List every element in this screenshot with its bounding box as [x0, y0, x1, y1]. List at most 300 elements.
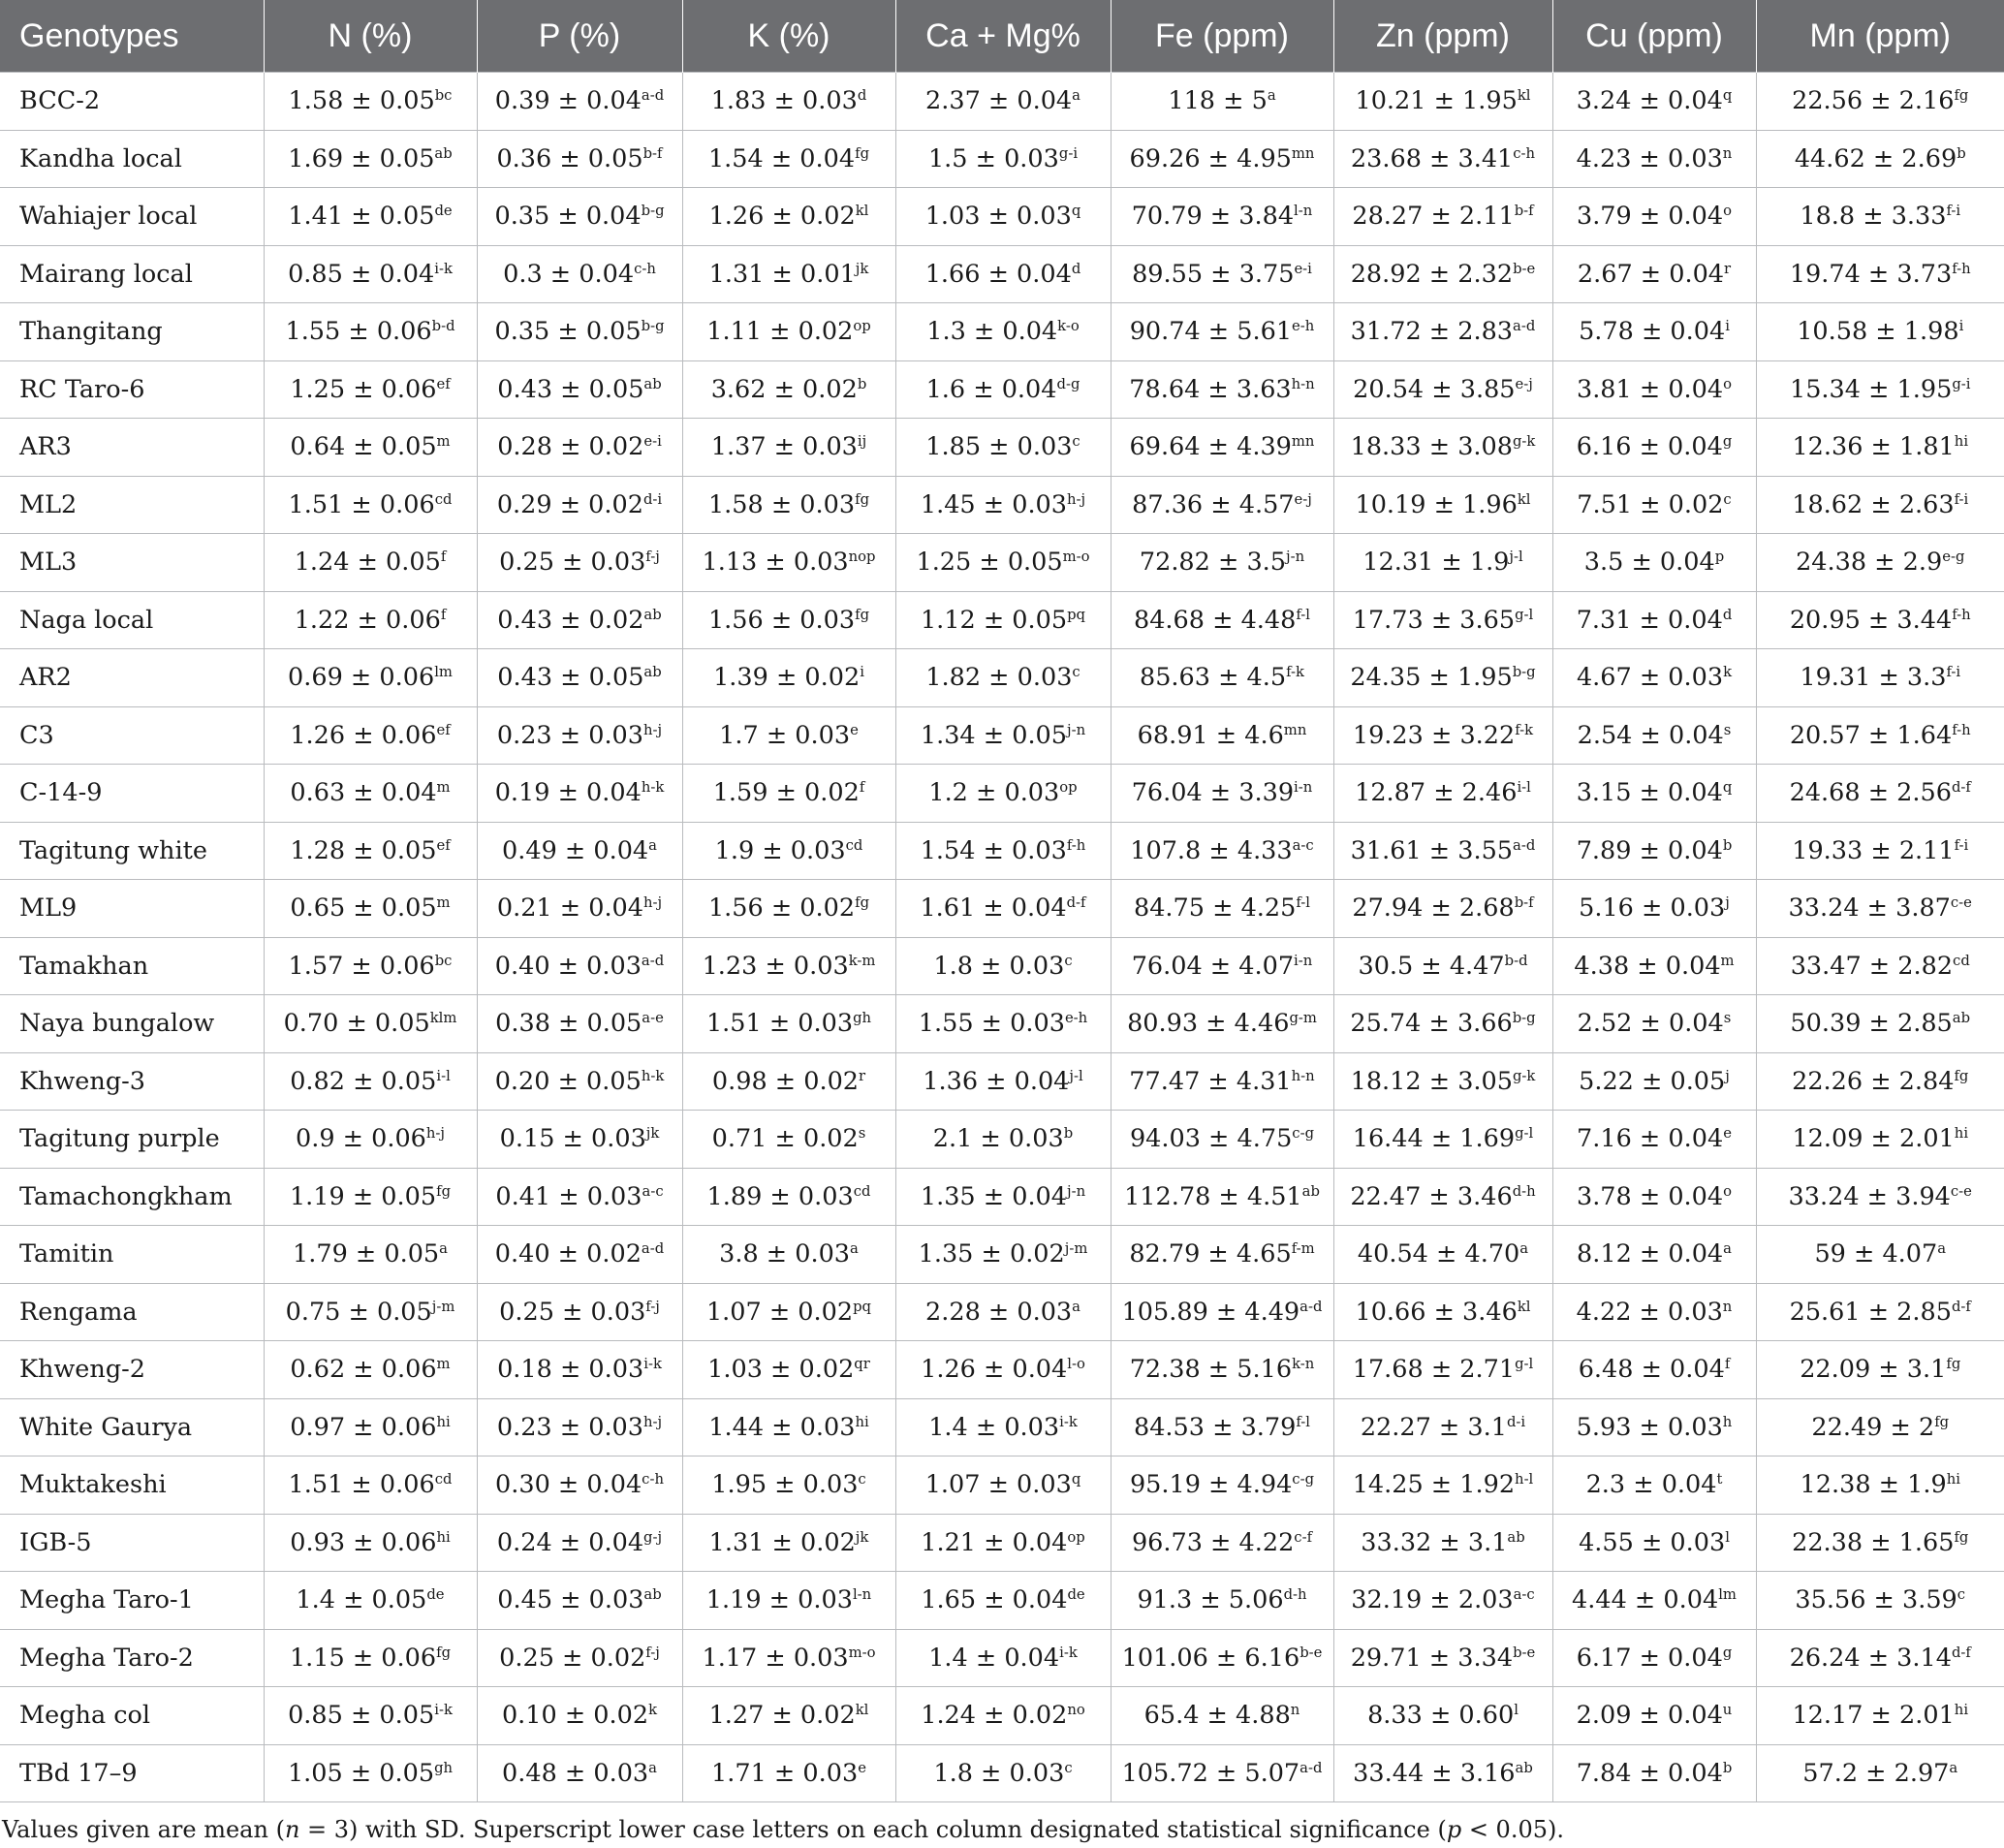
table-row: [0, 995, 2004, 1053]
significance-letters: c-h: [634, 260, 656, 277]
mean-sd-value: 0.30 ± 0.04: [495, 1470, 642, 1500]
value-cell: [264, 1341, 477, 1399]
genotype-cell: Wahiajer local: [0, 188, 264, 246]
table-row: [0, 1687, 2004, 1745]
mean-sd-value: 10.19 ± 1.96: [1355, 489, 1518, 519]
significance-letters: g-l: [1515, 1356, 1534, 1373]
value-cell: [1756, 1052, 2004, 1111]
value-cell: [1111, 534, 1333, 592]
significance-letters: j-l: [1509, 548, 1523, 566]
value-cell: [264, 1052, 477, 1111]
mean-sd-value: 22.27 ± 3.1: [1360, 1412, 1507, 1442]
mean-sd-value: 0.35 ± 0.05: [494, 317, 642, 347]
mean-sd-value: 25.74 ± 3.66: [1350, 1009, 1513, 1039]
value-cell: [264, 1744, 477, 1802]
significance-letters: a-c: [642, 1182, 664, 1200]
mean-sd-value: 12.87 ± 2.46: [1355, 778, 1518, 808]
mean-sd-value: 1.26 ± 0.06: [290, 720, 437, 750]
genotype-cell: White Gaurya: [0, 1398, 264, 1456]
mean-sd-value: 1.8 ± 0.03: [933, 951, 1065, 981]
mean-sd-value: 0.38 ± 0.05: [495, 1009, 642, 1039]
significance-letters: p: [1714, 548, 1725, 566]
value-cell: [1756, 1398, 2004, 1456]
significance-letters: a-d: [1299, 1759, 1323, 1776]
mean-sd-value: 95.19 ± 4.94: [1129, 1470, 1293, 1500]
value-cell: [1552, 1398, 1756, 1456]
value-cell: [1756, 937, 2004, 995]
mean-sd-value: 3.81 ± 0.04: [1576, 374, 1724, 404]
value-cell: [477, 1687, 682, 1745]
value-cell: [1552, 1168, 1756, 1226]
significance-letters: ab: [643, 606, 662, 623]
significance-letters: fg: [436, 1182, 452, 1200]
value-cell: [1333, 591, 1552, 649]
mean-sd-value: 1.58 ± 0.05: [288, 86, 435, 116]
significance-letters: i-n: [1294, 952, 1313, 969]
value-cell: [895, 1456, 1111, 1515]
value-cell: [1111, 1111, 1333, 1169]
value-cell: [1552, 880, 1756, 938]
genotype-cell: ML2: [0, 476, 264, 534]
footnote-p-variable: p: [1446, 1816, 1462, 1843]
value-cell: [1333, 765, 1552, 823]
value-cell: [1552, 649, 1756, 707]
mean-sd-value: 20.95 ± 3.44: [1789, 605, 1953, 635]
value-cell: [895, 649, 1111, 707]
significance-letters: h-j: [1067, 490, 1086, 508]
significance-letters: h-k: [641, 1067, 665, 1084]
mean-sd-value: 0.18 ± 0.03: [497, 1355, 644, 1385]
mean-sd-value: 24.38 ± 2.9: [1796, 548, 1943, 578]
value-cell: [477, 303, 682, 361]
significance-letters: a: [1072, 1298, 1080, 1315]
value-cell: [1333, 1341, 1552, 1399]
mean-sd-value: 0.65 ± 0.05: [290, 893, 437, 924]
mean-sd-value: 1.28 ± 0.05: [290, 835, 437, 865]
genotype-cell: C3: [0, 706, 264, 765]
mean-sd-value: 0.49 ± 0.04: [502, 835, 649, 865]
value-cell: [1552, 360, 1756, 419]
value-cell: [1552, 73, 1756, 131]
mean-sd-value: 26.24 ± 3.14: [1789, 1643, 1952, 1673]
value-cell: [264, 1629, 477, 1687]
mean-sd-value: 40.54 ± 4.70: [1357, 1239, 1520, 1269]
significance-letters: f-j: [645, 548, 660, 566]
mean-sd-value: 1.8 ± 0.03: [933, 1758, 1065, 1788]
value-cell: [1333, 188, 1552, 246]
value-cell: [477, 1226, 682, 1284]
table-row: [0, 1398, 2004, 1456]
genotype-cell: IGB-5: [0, 1514, 264, 1572]
mean-sd-value: 28.27 ± 2.11: [1352, 202, 1515, 232]
value-cell: [895, 1572, 1111, 1630]
significance-letters: r: [859, 1067, 866, 1084]
mean-sd-value: 1.05 ± 0.05: [287, 1758, 435, 1788]
significance-letters: i: [860, 664, 864, 681]
significance-letters: n: [1722, 1298, 1733, 1315]
mean-sd-value: 1.65 ± 0.04: [921, 1585, 1068, 1615]
value-cell: [1333, 706, 1552, 765]
value-cell: [1756, 649, 2004, 707]
genotype-cell: AR3: [0, 419, 264, 477]
mean-sd-value: 1.83 ± 0.03: [710, 86, 858, 116]
mean-sd-value: 0.43 ± 0.05: [497, 663, 644, 693]
significance-letters: g-l: [1515, 1125, 1534, 1143]
mean-sd-value: 24.35 ± 1.95: [1350, 663, 1513, 693]
mean-sd-value: 4.67 ± 0.03: [1576, 663, 1724, 693]
mean-sd-value: 1.2 ± 0.03: [928, 778, 1060, 808]
mean-sd-value: 10.58 ± 1.98: [1797, 317, 1959, 347]
significance-letters: b-e: [1513, 260, 1536, 277]
value-cell: [682, 1456, 895, 1515]
genotype-cell: TBd 17–9: [0, 1744, 264, 1802]
value-cell: [264, 995, 477, 1053]
significance-letters: ij: [857, 433, 867, 451]
value-cell: [682, 1226, 895, 1284]
value-cell: [682, 1687, 895, 1745]
value-cell: [1333, 1514, 1552, 1572]
value-cell: [682, 1168, 895, 1226]
value-cell: [1111, 1744, 1333, 1802]
significance-letters: h-k: [641, 779, 665, 797]
significance-letters: b: [1063, 1125, 1074, 1143]
mean-sd-value: 1.03 ± 0.03: [924, 202, 1072, 232]
table-footnote: [0, 1816, 2004, 1843]
significance-letters: f-m: [1291, 1240, 1315, 1258]
significance-letters: d-g: [1056, 375, 1080, 392]
value-cell: [1552, 188, 1756, 246]
significance-letters: h-j: [643, 1413, 663, 1430]
mean-sd-value: 84.75 ± 4.25: [1133, 893, 1297, 924]
value-cell: [682, 534, 895, 592]
mean-sd-value: 0.9 ± 0.06: [295, 1124, 426, 1154]
mean-sd-value: 57.2 ± 2.97: [1802, 1758, 1950, 1788]
mean-sd-value: 6.17 ± 0.04: [1576, 1643, 1723, 1673]
mean-sd-value: 3.15 ± 0.04: [1576, 778, 1723, 808]
mean-sd-value: 76.04 ± 3.39: [1131, 778, 1295, 808]
value-cell: [682, 419, 895, 477]
value-cell: [895, 1629, 1111, 1687]
value-cell: [264, 245, 477, 303]
significance-letters: e-j: [1294, 490, 1312, 508]
significance-letters: s: [1723, 721, 1732, 738]
mean-sd-value: 72.82 ± 3.5: [1139, 548, 1287, 578]
significance-letters: fg: [436, 1644, 452, 1661]
genotype-cell: Tamitin: [0, 1226, 264, 1284]
value-cell: [1333, 245, 1552, 303]
mean-sd-value: 1.39 ± 0.02: [713, 663, 861, 693]
significance-letters: c: [1072, 664, 1080, 681]
value-cell: [1333, 1572, 1552, 1630]
mean-sd-value: 8.12 ± 0.04: [1577, 1239, 1724, 1269]
significance-letters: i-k: [434, 260, 453, 277]
mean-sd-value: 0.41 ± 0.03: [495, 1181, 642, 1211]
mean-sd-value: 1.26 ± 0.02: [708, 202, 856, 232]
value-cell: [1111, 995, 1333, 1053]
significance-letters: c: [1064, 1759, 1073, 1776]
value-cell: [1756, 130, 2004, 188]
significance-letters: hi: [436, 1413, 451, 1430]
value-cell: [1756, 245, 2004, 303]
table-row: [0, 419, 2004, 477]
value-cell: [895, 1514, 1111, 1572]
value-cell: [1333, 1168, 1552, 1226]
value-cell: [264, 360, 477, 419]
mean-sd-value: 35.56 ± 3.59: [1795, 1585, 1957, 1615]
value-cell: [1552, 1744, 1756, 1802]
value-cell: [264, 1687, 477, 1745]
significance-letters: d-h: [1512, 1182, 1536, 1200]
mean-sd-value: 0.19 ± 0.04: [494, 778, 642, 808]
mean-sd-value: 0.43 ± 0.02: [497, 605, 644, 635]
value-cell: [1333, 130, 1552, 188]
value-cell: [1111, 1168, 1333, 1226]
value-cell: [1333, 1111, 1552, 1169]
mean-sd-value: 32.19 ± 2.03: [1351, 1585, 1514, 1615]
value-cell: [264, 1226, 477, 1284]
mean-sd-value: 30.5 ± 4.47: [1358, 951, 1505, 981]
mean-sd-value: 6.16 ± 0.04: [1576, 432, 1723, 462]
value-cell: [1756, 1572, 2004, 1630]
value-cell: [895, 360, 1111, 419]
significance-letters: a: [1072, 87, 1080, 105]
value-cell: [682, 706, 895, 765]
value-cell: [682, 1111, 895, 1169]
mean-sd-value: 105.72 ± 5.07: [1121, 1758, 1300, 1788]
mean-sd-value: 12.38 ± 1.9: [1800, 1470, 1947, 1500]
value-cell: [682, 245, 895, 303]
mean-sd-value: 1.23 ± 0.03: [702, 951, 849, 981]
value-cell: [682, 1283, 895, 1341]
significance-letters: f-i: [1954, 490, 1969, 508]
significance-letters: e-i: [1294, 260, 1312, 277]
mean-sd-value: 10.66 ± 3.46: [1355, 1297, 1518, 1327]
mean-sd-value: 0.62 ± 0.06: [290, 1355, 437, 1385]
value-cell: [1756, 534, 2004, 592]
significance-letters: mn: [1283, 721, 1307, 738]
mean-sd-value: 4.38 ± 0.04: [1574, 951, 1721, 981]
table-row: [0, 822, 2004, 880]
significance-letters: o: [1723, 375, 1733, 392]
value-cell: [477, 419, 682, 477]
mean-sd-value: 22.09 ± 3.1: [1800, 1355, 1947, 1385]
significance-letters: klm: [429, 1010, 457, 1027]
significance-letters: h-l: [1515, 1471, 1534, 1488]
value-cell: [682, 1572, 895, 1630]
significance-letters: ab: [434, 144, 453, 162]
significance-letters: k: [1723, 664, 1733, 681]
value-cell: [1111, 591, 1333, 649]
significance-letters: fg: [1946, 1356, 1961, 1373]
table-body: [0, 73, 2004, 1802]
genotype-cell: Tamakhan: [0, 937, 264, 995]
value-cell: [477, 1341, 682, 1399]
significance-letters: s: [858, 1125, 866, 1143]
significance-letters: cd: [853, 1182, 871, 1200]
header-row: [0, 0, 2004, 73]
significance-letters: op: [1059, 779, 1078, 797]
value-cell: [477, 360, 682, 419]
column-header: Ca + Mg%: [895, 0, 1111, 73]
value-cell: [1333, 1629, 1552, 1687]
significance-letters: a-c: [1292, 836, 1314, 854]
value-cell: [264, 880, 477, 938]
value-cell: [1333, 419, 1552, 477]
significance-letters: d: [1071, 260, 1081, 277]
mean-sd-value: 1.58 ± 0.03: [707, 489, 856, 519]
mean-sd-value: 6.48 ± 0.04: [1578, 1355, 1725, 1385]
mean-sd-value: 78.64 ± 3.63: [1129, 374, 1292, 404]
significance-letters: op: [1067, 1528, 1085, 1546]
mean-sd-value: 1.61 ± 0.04: [920, 893, 1067, 924]
significance-letters: a: [850, 1240, 859, 1258]
mean-sd-value: 1.71 ± 0.03: [711, 1758, 859, 1788]
significance-letters: f-j: [645, 1298, 660, 1315]
value-cell: [1552, 303, 1756, 361]
significance-letters: b: [1722, 1759, 1733, 1776]
value-cell: [682, 1398, 895, 1456]
value-cell: [1333, 1687, 1552, 1745]
value-cell: [1333, 73, 1552, 131]
mean-sd-value: 31.61 ± 3.55: [1350, 835, 1514, 865]
significance-letters: c: [1064, 952, 1073, 969]
value-cell: [1333, 1744, 1552, 1802]
significance-letters: d-i: [642, 490, 663, 508]
mean-sd-value: 33.47 ± 2.82: [1790, 951, 1954, 981]
value-cell: [1333, 995, 1552, 1053]
mean-sd-value: 31.72 ± 2.83: [1350, 317, 1514, 347]
value-cell: [895, 880, 1111, 938]
significance-letters: g-j: [643, 1528, 663, 1546]
mean-sd-value: 0.63 ± 0.04: [290, 778, 437, 808]
significance-letters: f: [859, 779, 865, 797]
value-cell: [895, 1341, 1111, 1399]
value-cell: [264, 419, 477, 477]
table-row: [0, 1744, 2004, 1802]
mean-sd-value: 1.51 ± 0.06: [288, 1470, 435, 1500]
significance-letters: n: [1722, 144, 1733, 162]
mean-sd-value: 33.24 ± 3.94: [1788, 1181, 1951, 1211]
significance-letters: ab: [1301, 1182, 1320, 1200]
significance-letters: d: [1722, 606, 1733, 623]
mean-sd-value: 0.64 ± 0.05: [290, 432, 437, 462]
value-cell: [477, 822, 682, 880]
mean-sd-value: 1.34 ± 0.05: [920, 720, 1068, 750]
value-cell: [682, 649, 895, 707]
value-cell: [682, 937, 895, 995]
value-cell: [1111, 73, 1333, 131]
mean-sd-value: 0.70 ± 0.05: [283, 1009, 430, 1039]
value-cell: [264, 1572, 477, 1630]
mean-sd-value: 7.51 ± 0.02: [1577, 489, 1724, 519]
mean-sd-value: 0.25 ± 0.03: [499, 1297, 646, 1327]
value-cell: [1111, 419, 1333, 477]
significance-letters: jk: [855, 1528, 869, 1546]
mean-sd-value: 3.79 ± 0.04: [1576, 202, 1724, 232]
mean-sd-value: 2.09 ± 0.04: [1576, 1701, 1723, 1731]
genotype-cell: BCC-2: [0, 73, 264, 131]
mean-sd-value: 2.28 ± 0.03: [925, 1297, 1073, 1327]
mean-sd-value: 4.55 ± 0.03: [1579, 1527, 1726, 1557]
mean-sd-value: 0.10 ± 0.02: [501, 1701, 649, 1731]
mean-sd-value: 2.3 ± 0.04: [1585, 1470, 1717, 1500]
significance-letters: a-d: [1513, 318, 1536, 335]
table-row: [0, 360, 2004, 419]
value-cell: [1111, 476, 1333, 534]
table-row: [0, 73, 2004, 131]
significance-letters: i-l: [1517, 779, 1531, 797]
mean-sd-value: 0.21 ± 0.04: [496, 893, 644, 924]
significance-letters: c: [1072, 433, 1080, 451]
footnote-text-2: = 3) with SD. Superscript lower case letters on each column designated statistical significance (: [299, 1816, 1447, 1843]
value-cell: [1756, 880, 2004, 938]
value-cell: [477, 591, 682, 649]
value-cell: [264, 534, 477, 592]
genotype-cell: Tagitung purple: [0, 1111, 264, 1169]
mean-sd-value: 44.62 ± 2.69: [1794, 143, 1957, 173]
mean-sd-value: 1.55 ± 0.06: [285, 317, 432, 347]
value-cell: [1552, 1629, 1756, 1687]
genotype-cell: Megha Taro-1: [0, 1572, 264, 1630]
significance-letters: b-f: [1514, 894, 1534, 912]
significance-letters: h-n: [1291, 1067, 1315, 1084]
footnote-text-3: < 0.05).: [1461, 1816, 1564, 1843]
mean-sd-value: 4.44 ± 0.04: [1572, 1585, 1719, 1615]
value-cell: [264, 706, 477, 765]
value-cell: [264, 1398, 477, 1456]
value-cell: [1111, 1629, 1333, 1687]
mean-sd-value: 82.79 ± 4.65: [1129, 1239, 1292, 1269]
significance-letters: ab: [1952, 1010, 1971, 1027]
value-cell: [895, 245, 1111, 303]
significance-letters: fg: [855, 490, 870, 508]
significance-letters: f-l: [1296, 606, 1311, 623]
significance-letters: fg: [855, 894, 870, 912]
value-cell: [1111, 130, 1333, 188]
value-cell: [264, 188, 477, 246]
significance-letters: g: [1722, 433, 1733, 451]
mean-sd-value: 1.54 ± 0.04: [707, 143, 856, 173]
value-cell: [682, 476, 895, 534]
significance-letters: fg: [1954, 87, 1969, 105]
value-cell: [895, 130, 1111, 188]
significance-letters: g-k: [1512, 1067, 1536, 1084]
mean-sd-value: 1.36 ± 0.04: [923, 1066, 1070, 1096]
value-cell: [1111, 1572, 1333, 1630]
mean-sd-value: 0.48 ± 0.03: [502, 1758, 649, 1788]
value-cell: [1552, 706, 1756, 765]
significance-letters: jk: [645, 1125, 660, 1143]
table-row: [0, 1514, 2004, 1572]
significance-letters: bc: [434, 87, 453, 105]
significance-letters: kl: [855, 203, 869, 220]
table-row: [0, 188, 2004, 246]
value-cell: [1333, 649, 1552, 707]
significance-letters: cd: [434, 1471, 453, 1488]
value-cell: [1333, 822, 1552, 880]
genotype-cell: Tamachongkham: [0, 1168, 264, 1226]
mean-sd-value: 118 ± 5: [1168, 86, 1268, 116]
value-cell: [1552, 476, 1756, 534]
value-cell: [1333, 1398, 1552, 1456]
significance-letters: f-i: [1946, 664, 1961, 681]
mean-sd-value: 1.26 ± 0.04: [921, 1355, 1068, 1385]
value-cell: [477, 995, 682, 1053]
mean-sd-value: 0.39 ± 0.04: [494, 86, 642, 116]
value-cell: [477, 1629, 682, 1687]
significance-letters: g-l: [1515, 606, 1534, 623]
mean-sd-value: 0.3 ± 0.04: [503, 259, 635, 289]
